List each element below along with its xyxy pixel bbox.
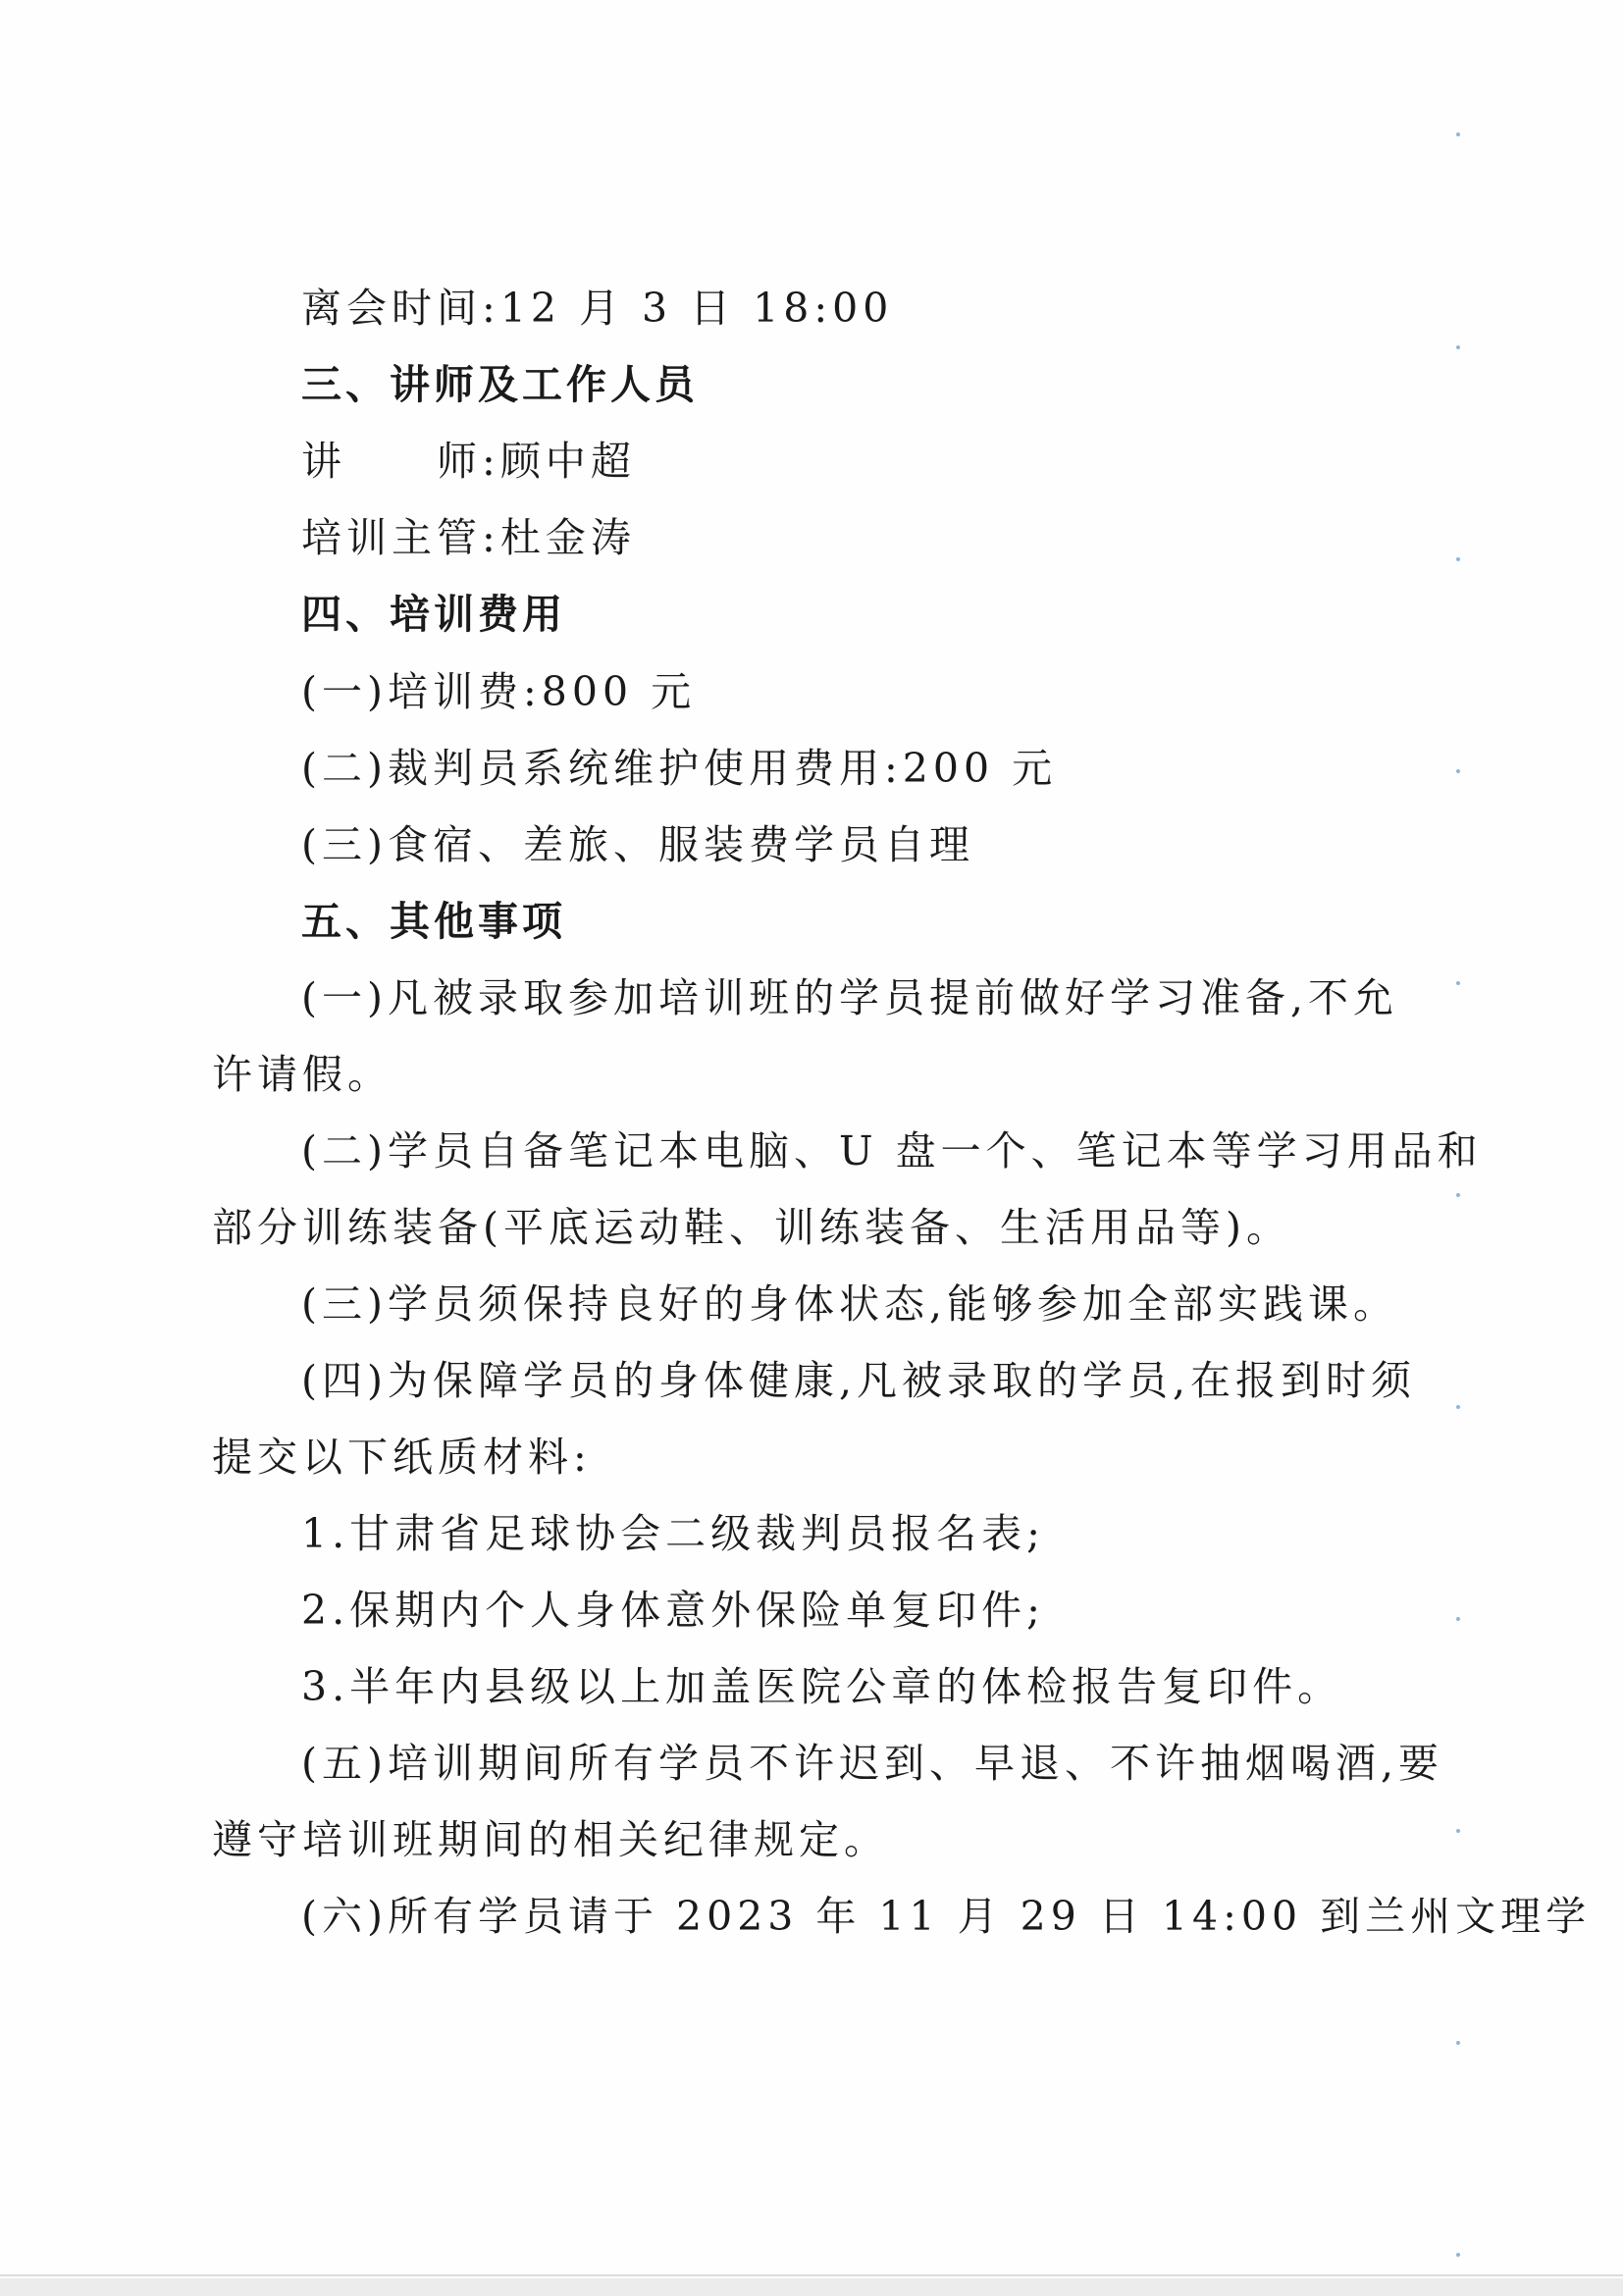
other-item-4-line-2: 提交以下纸质材料: — [212, 1434, 592, 1481]
scan-margin-mark — [1456, 1193, 1460, 1197]
scan-margin-mark — [1456, 1829, 1460, 1833]
section-5-heading: 五、其他事项 — [301, 898, 566, 945]
material-item-3: 3.半年内县级以上加盖医院公章的体检报告复印件。 — [301, 1663, 1343, 1710]
other-item-5-line-1: (五)培训期间所有学员不许迟到、早退、不许抽烟喝酒,要 — [301, 1740, 1444, 1787]
scan-margin-mark — [1456, 345, 1460, 349]
other-item-5-line-2: 遵守培训班期间的相关纪律规定。 — [212, 1816, 889, 1863]
section-4-heading: 四、培训费用 — [301, 591, 566, 638]
scan-margin-mark — [1456, 1617, 1460, 1621]
scan-margin-mark — [1456, 557, 1460, 561]
section-3-heading: 三、讲师及工作人员 — [301, 361, 699, 408]
departure-time-line: 离会时间:12 月 3 日 18:00 — [301, 285, 894, 332]
scan-margin-mark — [1456, 981, 1460, 985]
other-item-6-line-1: (六)所有学员请于 2023 年 11 月 29 日 14:00 到兰州文理学 — [301, 1893, 1592, 1940]
other-item-3: (三)学员须保持良好的身体状态,能够参加全部实践课。 — [301, 1280, 1399, 1328]
training-supervisor-line: 培训主管:杜金涛 — [301, 514, 636, 561]
other-item-1-line-1: (一)凡被录取参加培训班的学员提前做好学习准备,不允 — [301, 974, 1399, 1021]
material-item-1: 1.甘肃省足球协会二级裁判员报名表; — [301, 1510, 1045, 1557]
other-item-2-line-1: (二)学员自备笔记本电脑、U 盘一个、笔记本等学习用品和 — [301, 1127, 1483, 1174]
page-bottom-edge — [0, 2274, 1623, 2276]
other-item-1-line-2: 许请假。 — [212, 1051, 393, 1098]
other-item-4-line-1: (四)为保障学员的身体健康,凡被录取的学员,在报到时须 — [301, 1357, 1417, 1404]
scan-margin-mark — [1456, 769, 1460, 773]
scan-margin-mark — [1456, 2041, 1460, 2045]
scan-margin-mark — [1456, 1405, 1460, 1409]
fee-item-1: (一)培训费:800 元 — [301, 668, 697, 715]
fee-item-2: (二)裁判员系统维护使用费用:200 元 — [301, 745, 1058, 792]
scan-margin-mark — [1456, 2253, 1460, 2257]
page-bottom-band — [0, 2278, 1623, 2296]
material-item-2: 2.保期内个人身体意外保险单复印件; — [301, 1587, 1045, 1634]
other-item-2-line-2: 部分训练装备(平底运动鞋、训练装备、生活用品等)。 — [212, 1204, 1291, 1251]
fee-item-3: (三)食宿、差旅、服装费学员自理 — [301, 821, 974, 868]
scan-margin-mark — [1456, 132, 1460, 136]
lecturer-line: 讲 师:顾中超 — [301, 438, 636, 485]
